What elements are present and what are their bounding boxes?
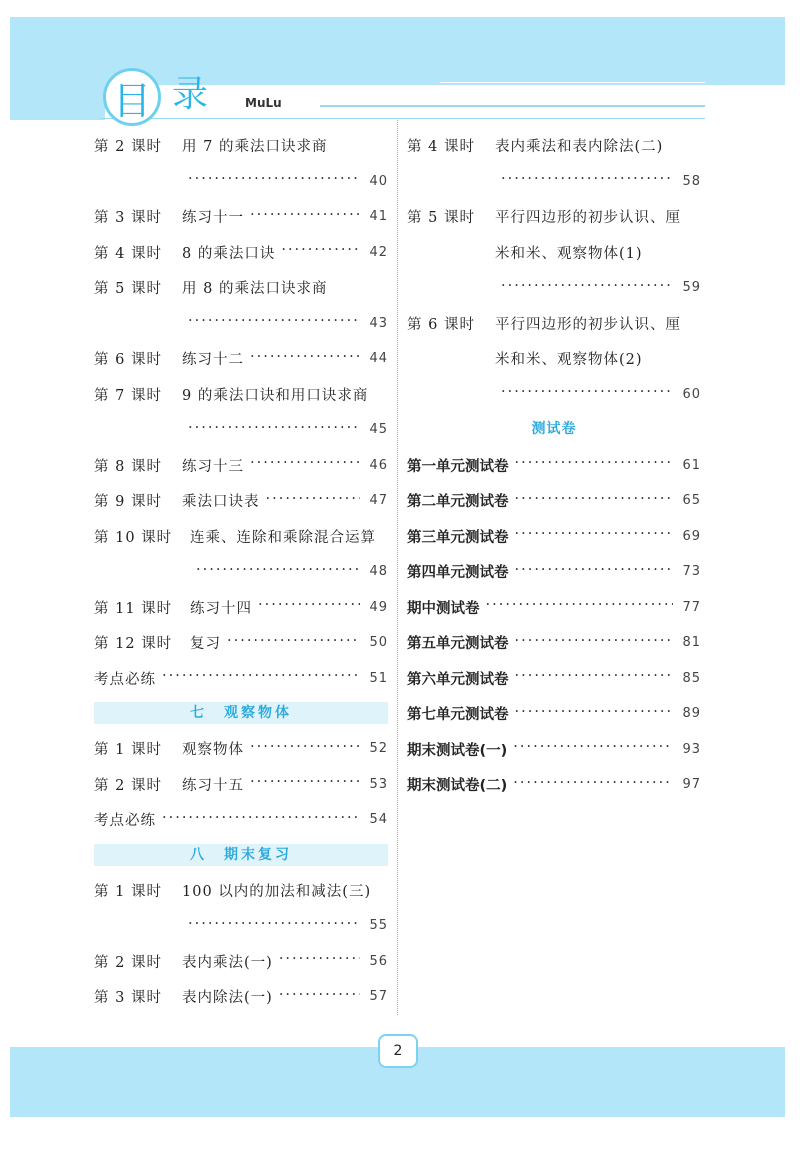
entry-title: 考点必练 bbox=[94, 813, 156, 830]
dot-leader bbox=[250, 777, 360, 792]
toc-entry[interactable] bbox=[407, 164, 701, 200]
dot-leader bbox=[250, 352, 360, 367]
page-ref: 47 bbox=[369, 493, 388, 509]
page-ref: 53 bbox=[369, 776, 388, 792]
dot-leader bbox=[196, 565, 360, 580]
dot-leader bbox=[279, 990, 360, 1005]
toc-entry[interactable] bbox=[407, 554, 701, 590]
entry-title: 第一单元测试卷 bbox=[407, 458, 509, 475]
dot-leader bbox=[266, 494, 361, 509]
entry-title: 平行四边形的初步认识、厘 bbox=[495, 316, 681, 333]
entry-title: 第七单元测试卷 bbox=[407, 707, 509, 724]
toc-entry[interactable] bbox=[94, 802, 388, 838]
lesson-label: 第 6 课时 bbox=[94, 352, 162, 369]
toc-entry[interactable] bbox=[94, 519, 388, 555]
page-ref: 60 bbox=[682, 386, 701, 402]
entry-title: 用 8 的乘法口诀求商 bbox=[182, 281, 328, 298]
toc-entry[interactable] bbox=[94, 270, 388, 306]
page-title-latin: MuLu bbox=[245, 96, 282, 110]
toc-entry[interactable] bbox=[94, 412, 388, 448]
dot-leader bbox=[188, 316, 360, 331]
header-underline bbox=[100, 118, 705, 119]
entry-title: 米和米、观察物体(1) bbox=[495, 245, 643, 262]
lesson-label: 第 12 课时 bbox=[94, 636, 173, 653]
header-rule bbox=[440, 92, 705, 93]
dot-leader bbox=[188, 174, 360, 189]
column-divider bbox=[397, 120, 398, 1015]
entry-title: 第六单元测试卷 bbox=[407, 671, 509, 688]
entry-title: 练习十三 bbox=[182, 458, 244, 475]
toc-entry[interactable] bbox=[94, 767, 388, 803]
entry-title: 练习十五 bbox=[182, 777, 244, 794]
entry-title: 练习十二 bbox=[182, 352, 244, 369]
toc-entry[interactable] bbox=[94, 661, 388, 697]
page-number: 2 bbox=[378, 1034, 418, 1068]
toc-right-column bbox=[407, 128, 701, 803]
toc-entry[interactable] bbox=[94, 377, 388, 413]
page-ref: 58 bbox=[682, 173, 701, 189]
dot-leader bbox=[227, 636, 360, 651]
toc-entry[interactable] bbox=[407, 377, 701, 413]
toc-entry[interactable] bbox=[94, 128, 388, 164]
page-ref: 56 bbox=[369, 953, 388, 969]
dot-leader bbox=[250, 210, 360, 225]
page-ref: 97 bbox=[682, 777, 701, 793]
entry-title: 表内乘法和表内除法(二) bbox=[495, 139, 664, 156]
dot-leader bbox=[501, 174, 673, 189]
entry-title: 期中测试卷 bbox=[407, 600, 480, 617]
toc-entry[interactable] bbox=[94, 341, 388, 377]
entry-title: 观察物体 bbox=[182, 742, 244, 759]
page-ref: 61 bbox=[682, 457, 701, 473]
lesson-label: 第 7 课时 bbox=[94, 387, 162, 404]
dot-leader bbox=[188, 919, 360, 934]
entry-title: 连乘、连除和乘除混合运算 bbox=[190, 529, 376, 546]
toc-entry[interactable] bbox=[407, 341, 701, 377]
page-ref: 41 bbox=[369, 209, 388, 225]
lesson-label: 第 3 课时 bbox=[94, 210, 162, 227]
page-ref: 89 bbox=[682, 706, 701, 722]
dot-leader bbox=[281, 245, 360, 260]
toc-entry[interactable] bbox=[94, 306, 388, 342]
entry-title: 练习十一 bbox=[182, 210, 244, 227]
toc-entry[interactable] bbox=[407, 306, 701, 342]
toc-entry[interactable] bbox=[407, 199, 701, 235]
dot-leader bbox=[162, 813, 360, 828]
dot-leader bbox=[258, 600, 360, 615]
lesson-label: 第 5 课时 bbox=[94, 281, 162, 298]
toc-entry[interactable] bbox=[407, 128, 701, 164]
entry-title: 练习十四 bbox=[190, 600, 252, 617]
page-ref: 65 bbox=[682, 493, 701, 509]
page-ref: 50 bbox=[369, 635, 388, 651]
page-ref: 40 bbox=[369, 173, 388, 189]
page-ref: 73 bbox=[682, 564, 701, 580]
page-ref: 46 bbox=[369, 457, 388, 473]
toc-entry[interactable] bbox=[94, 235, 388, 271]
lesson-label: 第 1 课时 bbox=[94, 742, 162, 759]
dot-leader bbox=[250, 742, 360, 757]
dot-leader bbox=[515, 636, 674, 651]
section-heading: 七 观察物体 bbox=[94, 702, 388, 724]
page-ref: 69 bbox=[682, 528, 701, 544]
entry-title: 乘法口诀表 bbox=[182, 494, 260, 511]
entry-title: 期末测试卷(一) bbox=[407, 742, 508, 759]
entry-title: 第五单元测试卷 bbox=[407, 636, 509, 653]
toc-entry[interactable] bbox=[94, 590, 388, 626]
dot-leader bbox=[162, 671, 360, 686]
entry-title: 表内乘法(一) bbox=[182, 954, 273, 971]
toc-entry[interactable] bbox=[407, 270, 701, 306]
lesson-label: 第 9 课时 bbox=[94, 494, 162, 511]
lesson-label: 第 8 课时 bbox=[94, 458, 162, 475]
dot-leader bbox=[513, 778, 673, 793]
toc-entry[interactable] bbox=[407, 625, 701, 661]
lesson-label: 第 1 课时 bbox=[94, 883, 162, 900]
dot-leader bbox=[515, 529, 674, 544]
entry-title: 平行四边形的初步认识、厘 bbox=[495, 210, 681, 227]
toc-entry[interactable] bbox=[407, 732, 701, 768]
page-ref: 54 bbox=[369, 812, 388, 828]
page-ref: 45 bbox=[369, 422, 388, 438]
lesson-label: 第 4 课时 bbox=[407, 139, 475, 156]
header-rule bbox=[320, 105, 705, 107]
toc-entry[interactable] bbox=[407, 235, 701, 271]
entry-title: 表内除法(一) bbox=[182, 990, 273, 1007]
entry-title: 100 以内的加法和减法(三) bbox=[182, 883, 372, 900]
toc-entry[interactable] bbox=[407, 696, 701, 732]
entry-title: 考点必练 bbox=[94, 671, 156, 688]
lesson-label: 第 5 课时 bbox=[407, 210, 475, 227]
page-ref: 51 bbox=[369, 670, 388, 686]
page-ref: 48 bbox=[369, 564, 388, 580]
dot-leader bbox=[515, 458, 674, 473]
toc-entry[interactable] bbox=[407, 519, 701, 555]
toc-entry[interactable] bbox=[407, 590, 701, 626]
toc-entry[interactable] bbox=[94, 625, 388, 661]
page-ref: 52 bbox=[369, 741, 388, 757]
lesson-label: 第 2 课时 bbox=[94, 139, 162, 156]
toc-entry[interactable] bbox=[407, 661, 701, 697]
toc-entry[interactable] bbox=[94, 944, 388, 980]
title-icon-circle: 目 bbox=[103, 68, 161, 126]
lesson-label: 第 2 课时 bbox=[94, 777, 162, 794]
section-heading: 测试卷 bbox=[531, 421, 577, 437]
page-ref: 43 bbox=[369, 315, 388, 331]
page-ref: 42 bbox=[369, 244, 388, 260]
entry-title: 第二单元测试卷 bbox=[407, 494, 509, 511]
dot-leader bbox=[515, 671, 674, 686]
toc-entry[interactable] bbox=[94, 908, 388, 944]
toc-entry[interactable] bbox=[94, 554, 388, 590]
entry-title: 用 7 的乘法口诀求商 bbox=[182, 139, 328, 156]
lesson-label: 第 3 课时 bbox=[94, 990, 162, 1007]
page-ref: 44 bbox=[369, 351, 388, 367]
dot-leader bbox=[515, 565, 674, 580]
entry-title: 第四单元测试卷 bbox=[407, 565, 509, 582]
toc-entry[interactable] bbox=[94, 873, 388, 909]
toc-entry[interactable] bbox=[94, 483, 388, 519]
dot-leader bbox=[188, 423, 360, 438]
toc-entry[interactable] bbox=[94, 448, 388, 484]
toc-entry[interactable] bbox=[94, 199, 388, 235]
page-ref: 81 bbox=[682, 635, 701, 651]
header-rule bbox=[440, 82, 705, 83]
entry-title: 9 的乘法口诀和用口诀求商 bbox=[182, 387, 369, 404]
page-title: 录 bbox=[172, 74, 209, 115]
page-ref: 93 bbox=[682, 741, 701, 757]
toc-entry[interactable] bbox=[94, 164, 388, 200]
dot-leader bbox=[501, 281, 673, 296]
toc-entry[interactable] bbox=[94, 731, 388, 767]
toc-entry[interactable] bbox=[407, 767, 701, 803]
lesson-label: 第 2 课时 bbox=[94, 954, 162, 971]
section-heading: 八 期末复习 bbox=[94, 844, 388, 866]
dot-leader bbox=[250, 458, 360, 473]
dot-leader bbox=[515, 707, 674, 722]
toc-entry[interactable] bbox=[407, 448, 701, 484]
entry-title: 8 的乘法口诀 bbox=[182, 245, 276, 262]
dot-leader bbox=[513, 742, 673, 757]
lesson-label: 第 4 课时 bbox=[94, 245, 162, 262]
dot-leader bbox=[279, 954, 360, 969]
page-ref: 59 bbox=[682, 280, 701, 296]
page-ref: 55 bbox=[369, 918, 388, 934]
page-ref: 85 bbox=[682, 670, 701, 686]
lesson-label: 第 11 课时 bbox=[94, 600, 173, 617]
entry-title: 复习 bbox=[190, 636, 221, 653]
toc-left-column bbox=[94, 128, 388, 1015]
entry-title: 期末测试卷(二) bbox=[407, 778, 508, 795]
dot-leader bbox=[486, 600, 674, 615]
entry-title: 第三单元测试卷 bbox=[407, 529, 509, 546]
toc-entry[interactable] bbox=[407, 483, 701, 519]
page-ref: 49 bbox=[369, 599, 388, 615]
toc-entry[interactable] bbox=[94, 979, 388, 1015]
lesson-label: 第 10 课时 bbox=[94, 529, 173, 546]
dot-leader bbox=[501, 387, 673, 402]
lesson-label: 第 6 课时 bbox=[407, 316, 475, 333]
dot-leader bbox=[515, 494, 674, 509]
entry-title: 米和米、观察物体(2) bbox=[495, 352, 643, 369]
page-ref: 77 bbox=[682, 599, 701, 615]
page-ref: 57 bbox=[369, 989, 388, 1005]
